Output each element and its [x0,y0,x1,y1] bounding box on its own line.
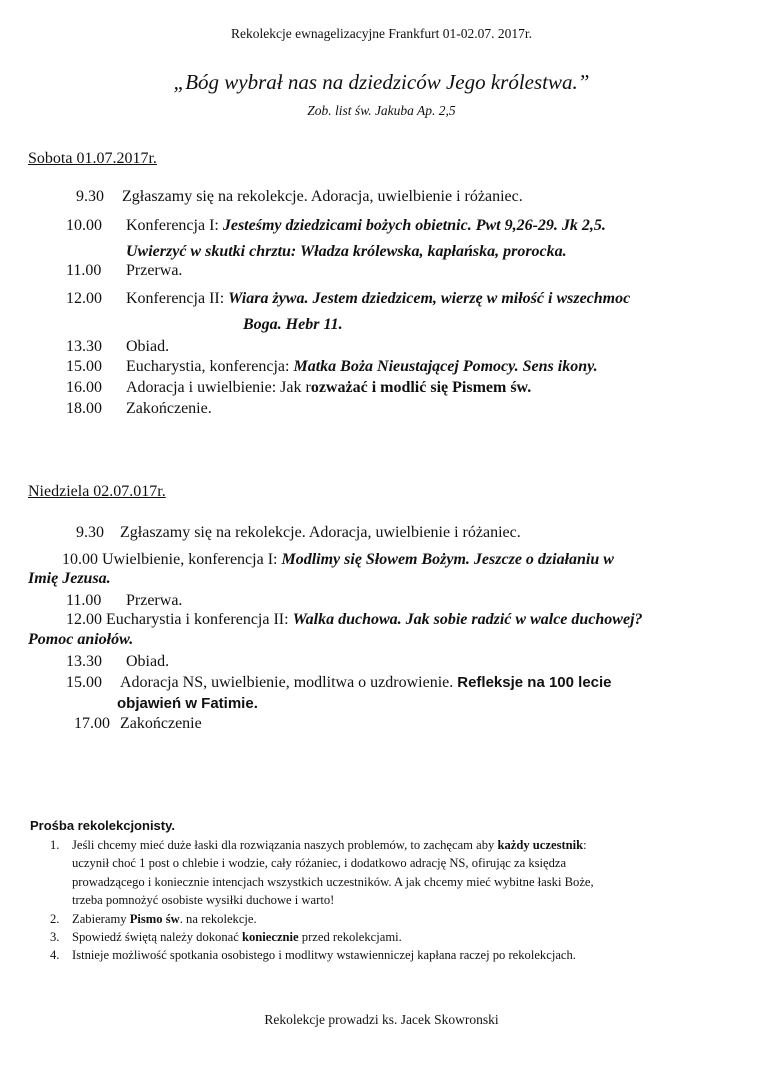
sun-text-6: Adoracja NS, uwielbienie, modlitwa o uzdrowienie. Refleksje na 100 lecie [120,674,612,691]
sat-text-4: Konferencja II: Wiara żywa. Jestem dziedzicem, wierzę w miłość i wszechmoc [126,290,631,307]
sun-time-1: 9.30 [76,524,104,541]
list-item: 4. Istnieje możliwość spotkania osobistego i modlitwy wstawienniczej kapłana raczej po rekolekcjach. [50,948,576,963]
request-heading: Prośba rekolekcjonisty. [30,818,175,833]
sat-text-5: Obiad. [126,338,170,355]
sun-line-2: 10.00 Uwielbienie, konferencja I: Modlimy się Słowem Bożym. Jeszcze o działaniu w [62,551,614,568]
list-item: 2. Zabieramy Pismo św. na rekolekcje. [50,911,257,926]
sat-text-4-cont: Boga. Hebr 11. [243,316,343,333]
sun-text-7: Zakończenie [120,715,202,732]
sat-time-1: 9.30 [76,188,104,205]
sat-text-2-cont: Uwierzyć w skutki chrztu: Władza królewska, kapłańska, prorocka. [126,243,567,260]
sat-time-4: 12.00 [66,290,102,307]
sun-line-4: 12.00 Eucharystia i konferencja II: Walka duchowa. Jak sobie radzić w walce duchowej? [66,611,643,628]
sun-text-2-cont: Imię Jezusa. [28,570,111,587]
motto: „Bóg wybrał nas na dziedziców Jego królestwa.” [173,70,590,94]
sat-time-7: 16.00 [66,379,102,396]
sun-time-6: 15.00 [66,674,102,691]
sun-time-7: 17.00 [74,715,110,732]
sun-text-1: Zgłaszamy się na rekolekcje. Adoracja, uwielbienie i różaniec. [120,524,521,541]
sat-text-1: Zgłaszamy się na rekolekcje. Adoracja, uwielbienie i różaniec. [122,188,523,205]
sun-time-3: 11.00 [66,592,102,609]
sunday-heading: Niedziela 02.07.017r. [28,483,166,500]
footer-note: Rekolekcje prowadzi ks. Jacek Skowronski [264,1012,499,1027]
sat-time-2: 10.00 [66,217,102,234]
sat-text-8: Zakończenie. [126,400,212,417]
scripture-reference: Zob. list św. Jakuba Ap. 2,5 [307,103,456,118]
sat-text-7: Adoracja i uwielbienie: Jak rozważać i modlić się Pismem św. [126,379,532,396]
list-item: 1. Jeśli chcemy mieć duże łaski dla rozwiązania naszych problemów, to zachęcam aby każdy uczestnik: uczynił choć 1 post o chlebie i wodzie, cały różaniec, i dodatkowo adrację NS, ofirując za księdza prowadzącego i koniecznie intencjach wszystkich uczestników. A jak chcemy mieć wybitne łaski Boże, trzeba pomnożyć osobiste wysiłki duchowe i warto! [50,838,594,908]
sat-time-6: 15.00 [66,358,102,375]
sat-text-2: Konferencja I: Jesteśmy dziedzicami bożych obietnic. Pwt 9,26-29. Jk 2,5. [126,217,606,234]
sat-time-3: 11.00 [66,262,102,279]
request-list [30,836,730,965]
document-title: Rekolekcje ewnagelizacyjne Frankfurt 01-02.07. 2017r. [230,26,533,41]
sat-text-3: Przerwa. [126,262,183,279]
sun-text-3: Przerwa. [126,592,183,609]
sun-time-5: 13.30 [66,653,102,670]
sat-time-5: 13.30 [66,338,102,355]
sun-text-6-cont: objawień w Fatimie. [117,695,258,712]
list-item: 3. Spowiedź świętą należy dokonać koniecznie przed rekolekcjami. [50,930,402,945]
sun-text-4-cont: Pomoc aniołów. [28,631,134,648]
sat-time-8: 18.00 [66,400,102,417]
saturday-heading: Sobota 01.07.2017r. [28,150,157,167]
sat-text-6: Eucharystia, konferencja: Matka Boża Nieustającej Pomocy. Sens ikony. [126,358,598,375]
sun-text-5: Obiad. [126,653,170,670]
